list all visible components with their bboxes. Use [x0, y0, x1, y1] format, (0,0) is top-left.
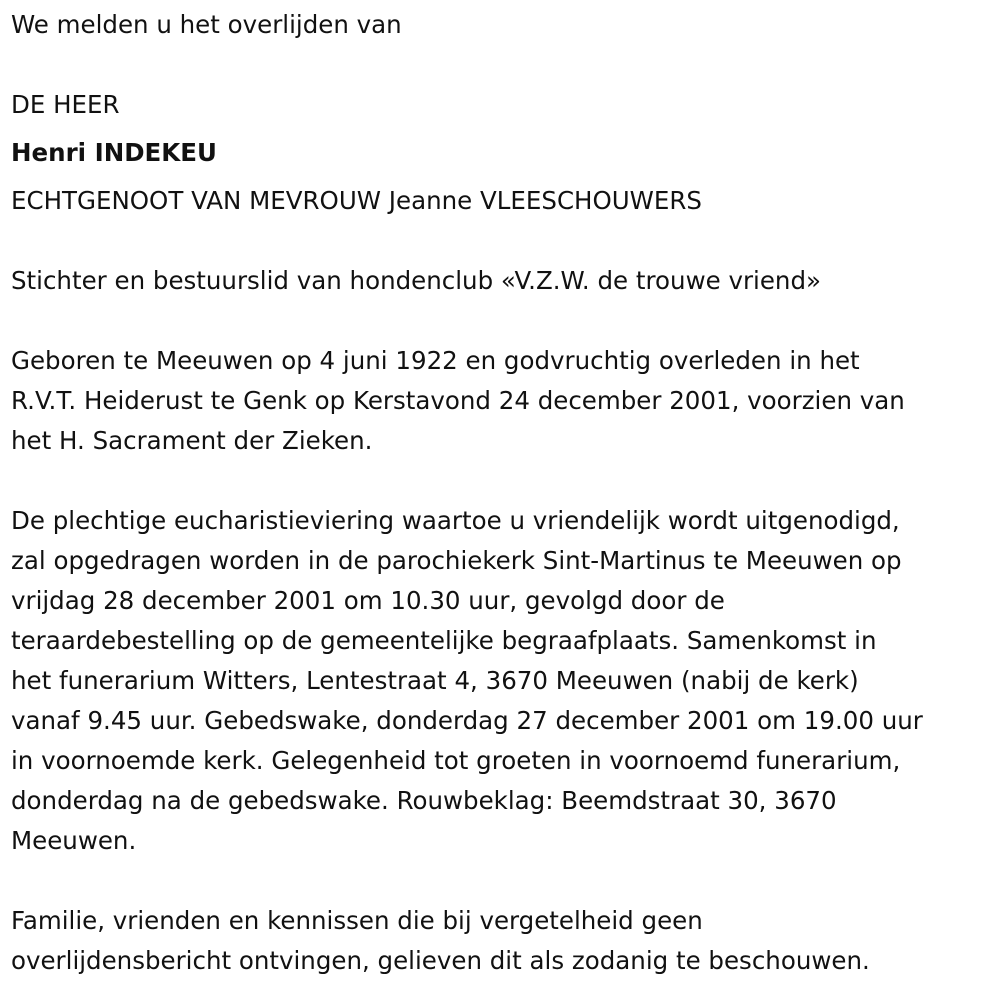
- birth-line: het H. Sacrament der Zieken.: [11, 426, 373, 455]
- birth-line: R.V.T. Heiderust te Genk op Kerstavond 24 december 2001, voorzien van: [11, 386, 905, 415]
- ceremony-line: in voornoemde kerk. Gelegenheid tot groeten in voornoemd funerarium,: [11, 746, 901, 775]
- ceremony-line: De plechtige eucharistieviering waartoe u vriendelijk wordt uitgenodigd,: [11, 506, 900, 535]
- spouse-line: ECHTGENOOT VAN MEVROUW Jeanne VLEESCHOUWERS: [11, 186, 702, 215]
- title-line: DE HEER: [11, 90, 120, 119]
- closing-line: Familie, vrienden en kennissen die bij vergetelheid geen: [11, 906, 703, 935]
- birth-line: Geboren te Meeuwen op 4 juni 1922 en godvruchtig overleden in het: [11, 346, 860, 375]
- closing-line: overlijdensbericht ontvingen, gelieven dit als zodanig te beschouwen.: [11, 946, 870, 975]
- ceremony-line: donderdag na de gebedswake. Rouwbeklag: Beemdstraat 30, 3670: [11, 786, 837, 815]
- ceremony-line: het funerarium Witters, Lentestraat 4, 3670 Meeuwen (nabij de kerk): [11, 666, 859, 695]
- intro-line: We melden u het overlijden van: [11, 10, 402, 39]
- closing-paragraph: [11, 901, 870, 981]
- ceremony-line: teraardebestelling op de gemeentelijke begraafplaats. Samenkomst in: [11, 626, 877, 655]
- ceremony-line: Meeuwen.: [11, 826, 137, 855]
- ceremony-line: vanaf 9.45 uur. Gebedswake, donderdag 27 december 2001 om 19.00 uur: [11, 706, 923, 735]
- deceased-name: Henri INDEKEU: [11, 138, 217, 167]
- founder-paragraph: Stichter en bestuurslid van hondenclub «V.Z.W. de trouwe vriend»: [11, 266, 821, 295]
- ceremony-paragraph: [11, 501, 923, 861]
- birth-death-paragraph: [11, 341, 905, 461]
- ceremony-line: zal opgedragen worden in de parochiekerk Sint-Martinus te Meeuwen op: [11, 546, 902, 575]
- ceremony-line: vrijdag 28 december 2001 om 10.30 uur, gevolgd door de: [11, 586, 725, 615]
